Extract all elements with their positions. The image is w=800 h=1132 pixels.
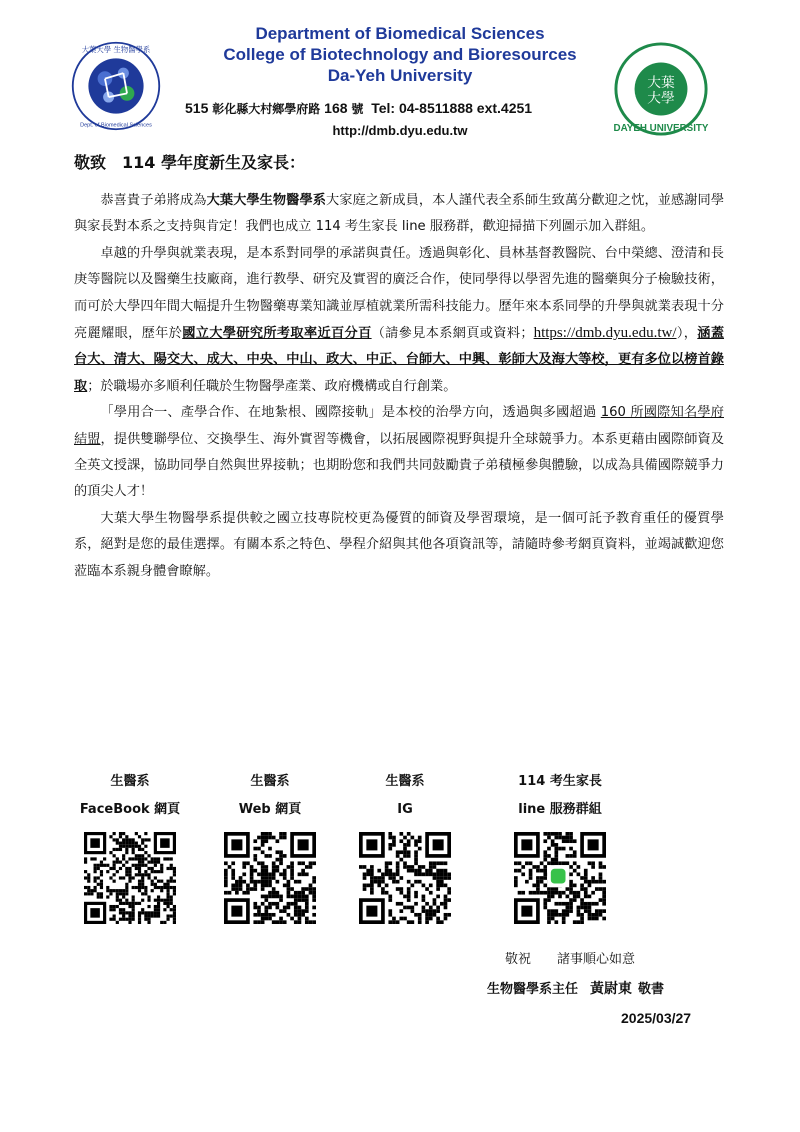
admission-rate-highlight: 國立大學研究所考取率近百分百 — [182, 326, 372, 342]
zip-code: 515 — [185, 100, 209, 116]
telephone: Tel: 04-8511888 ext.4251 — [371, 100, 533, 116]
line-app-icon — [551, 869, 566, 884]
department-logo — [70, 40, 162, 132]
university-name: Da-Yeh University — [327, 66, 473, 85]
partner-schools-highlight: 160 所國際知名學府結盟 — [74, 405, 724, 447]
web-qr-code[interactable] — [224, 832, 316, 924]
p2-text-a: 卓越的升學與就業表現，是本系對同學的承諾與責任。透過與彰化、員林基督教醫院、台中榮總、澄清和長庚等醫院以及醫藥生技廠商，進行教學、研究及實習的廣泛合作，使同學得以學習先進的醫藥與分子檢驗技術，而可於大學四年間大幅提升生物醫藥專業知識並厚植就業所需科技能力。歷年來本系同學的升學與就業表現十分亮麗耀眼，歷年於 — [74, 245, 724, 342]
svg-text:大葉大學 生物醫學系: 大葉大學 生物醫學系 — [81, 44, 151, 54]
letter-date: 2025/03/27 — [621, 1010, 692, 1026]
paragraph-4: 大葉大學生物醫學系提供較之國立技專院校更為優質的師資及學習環境，是一個可託予教育重任的優質學系，絕對是您的最佳選擇。有關本系之特色、學程介紹與其他各項資訊等，請隨時參考網頁資料，並竭誠歡迎您蒞臨本系親身體會瞭解。 — [74, 510, 724, 579]
dept-website-link[interactable]: https://dmb.dyu.edu.tw/ — [533, 325, 677, 342]
dept-name: Department of Biomedical Sciences — [255, 24, 545, 43]
header-url[interactable]: http://dmb.dyu.edu.tw — [332, 123, 468, 138]
svg-text:大葉: 大葉 — [647, 75, 675, 92]
svg-text:大學: 大學 — [647, 90, 675, 107]
paragraph-1 — [74, 188, 724, 241]
svg-text:DAYEH UNIVERSITY: DAYEH UNIVERSITY — [613, 123, 709, 135]
signer-respect: 敬書 — [638, 982, 665, 997]
paragraph-2 — [74, 241, 724, 400]
qr-label-line1: 生醫系 — [250, 774, 290, 789]
p2-text-c: （請參見本系網頁或資料； — [371, 326, 534, 342]
svg-text:Dept. of Biomedical Sciences: Dept. of Biomedical Sciences — [80, 122, 152, 129]
signature-line — [487, 978, 664, 998]
qr-facebook — [55, 768, 205, 924]
p1-text-a: 恭喜貴子弟將成為 — [100, 193, 207, 208]
qr-label-line1: 生醫系 — [385, 774, 425, 789]
line-qr-code[interactable] — [514, 832, 606, 924]
address-number: 168 — [324, 100, 348, 116]
address-line — [185, 100, 532, 117]
qr-line-group — [485, 768, 635, 924]
universities-highlight: 涵蓋台大、清大、陽交大、成大、中央、中山、政大、中正、台師大、中興、彰師大及海大等校，更有多位以榜首錄取 — [74, 326, 725, 394]
qr-label-line2: Web 網頁 — [238, 802, 302, 817]
qr-label-line2: FaceBook 網頁 — [79, 802, 181, 817]
college-name: College of Biotechnology and Bioresources — [223, 45, 577, 64]
facebook-qr-code[interactable] — [84, 832, 176, 924]
address-road: 彰化縣大村鄉學府路 — [212, 102, 321, 116]
p1-text-c: 大家庭之新成員，本人謹代表全系師生致萬分歡迎之忱，並感謝同學與家長對本系之支持與肯定！我們也成立 114 考生家長 line 服務群，歡迎掃描下列圖示加入群組。 — [74, 193, 725, 235]
closing-wish: 敬祝 諸事順心如意 — [505, 952, 636, 967]
paragraph-3 — [74, 400, 724, 506]
p3-text-c: ，提供雙聯學位、交換學生、海外實習等機會，以拓展國際視野與提升全球競爭力。本系更藉由國際師資及全英文授課，協助同學自然與世界接軌；也期盼您和我們共同鼓勵貴子弟積極參與體驗，以成為具備國際競爭力的頂尖人才！ — [74, 431, 725, 500]
qr-label-line1: 生醫系 — [110, 774, 150, 789]
dept-highlight: 大葉大學生物醫學系 — [206, 193, 326, 208]
salutation: 敬致 114 學年度新生及家長： — [74, 153, 305, 172]
instagram-qr-code[interactable] — [359, 832, 451, 924]
p3-text-a: 「學用合一、產學合作、在地紮根、國際接軌」是本校的治學方向，透過與多國超過 — [100, 405, 601, 421]
qr-label-line1: 114 考生家長 — [518, 774, 602, 789]
signer-title: 生物醫學系主任 — [487, 982, 579, 997]
qr-label-line2: line 服務群組 — [518, 802, 602, 817]
letter-body — [74, 188, 724, 585]
qr-label-line2: IG — [397, 802, 413, 817]
university-logo — [612, 40, 710, 138]
address-hao: 號 — [351, 102, 364, 116]
qr-web — [195, 768, 345, 924]
qr-instagram — [330, 768, 480, 924]
p2-text-d: ）， — [676, 326, 698, 342]
p2-text-f: ；於職場亦多順利任職於生物醫學產業、政府機構或自行創業。 — [87, 378, 457, 394]
signer-name: 黃尉東 — [590, 981, 633, 997]
